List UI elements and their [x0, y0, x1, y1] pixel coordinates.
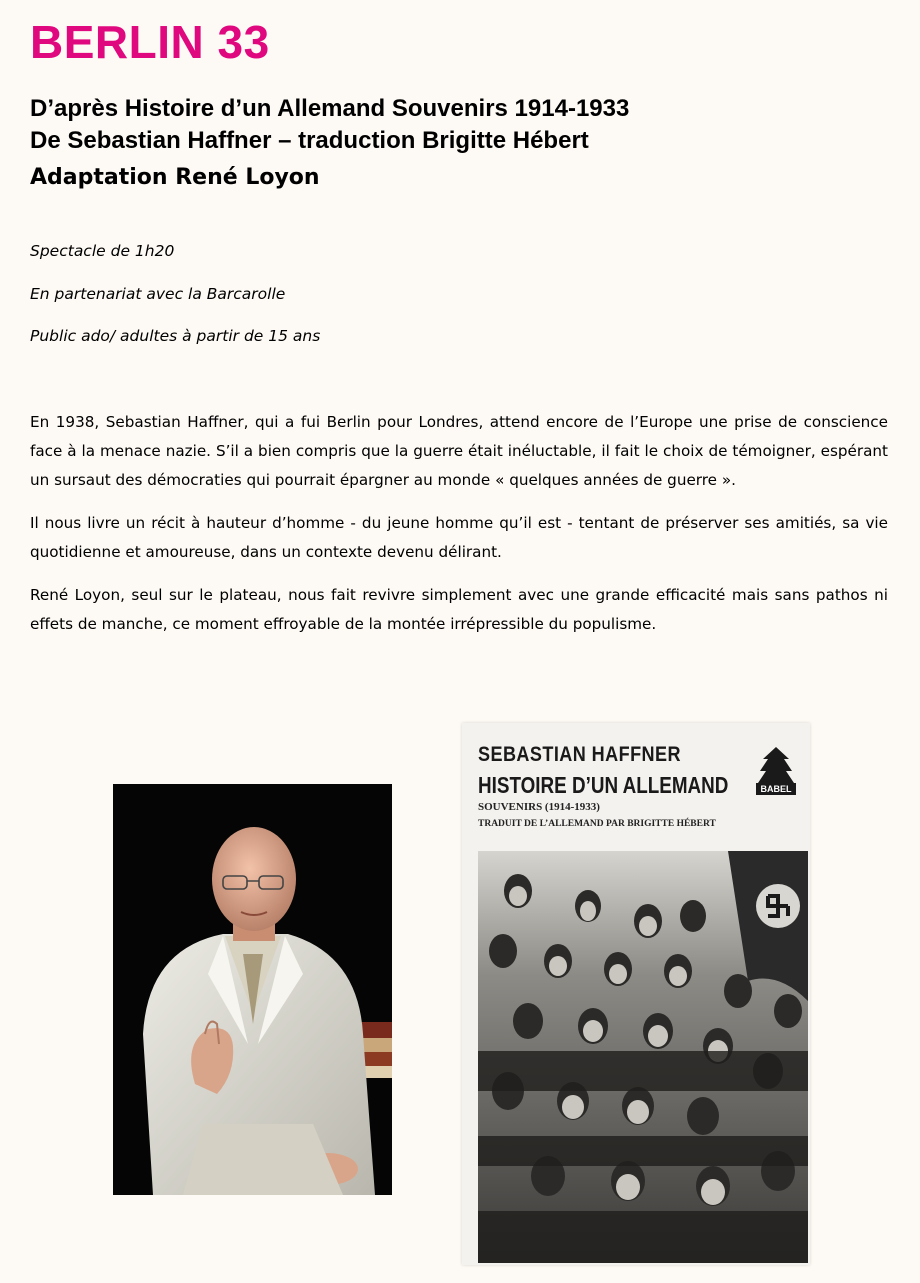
publisher-logo-text: BABEL: [756, 783, 796, 795]
book-subtitle: SOUVENIRS (1914-1933): [478, 801, 600, 813]
description: [30, 408, 888, 653]
actor-photo: [113, 784, 392, 1195]
subtitle-adaptation: Adaptation René Loyon: [30, 165, 320, 190]
show-partnership: En partenariat avec la Barcarolle: [30, 285, 286, 303]
show-audience: Public ado/ adultes à partir de 15 ans: [30, 327, 321, 345]
actor-illustration: [113, 784, 392, 1195]
description-paragraph: En 1938, Sebastian Haffner, qui a fui Berlin pour Londres, attend encore de l’Europe une prise de conscience face à la menace nazie. S’il a bien compris que la guerre était inéluctable, il fait le choix de témoigner, espérant un sursaut des démocraties qui pourrait épargner au monde « quelques années de guerre ».: [30, 413, 888, 489]
subtitle-source: D’après Histoire d’un Allemand Souvenirs 1914-1933: [30, 95, 630, 122]
book-cover: [462, 723, 810, 1265]
page-title: BERLIN 33: [30, 16, 270, 68]
book-translator: TRADUIT DE L’ALLEMAND PAR BRIGITTE HÉBERT: [478, 819, 716, 829]
subtitle-author-translator: De Sebastian Haffner – traduction Brigitte Hébert: [30, 127, 589, 154]
crowd-photo-illustration: [478, 851, 808, 1263]
description-paragraph: René Loyon, seul sur le plateau, nous fait revivre simplement avec une grande efficacité mais sans pathos ni effets de manche, ce moment effroyable de la montée irrépressible du populisme.: [30, 586, 888, 633]
book-author: SEBASTIAN HAFFNER: [478, 743, 681, 766]
book-title: HISTOIRE D’UN ALLEMAND: [478, 772, 729, 798]
description-paragraph: Il nous livre un récit à hauteur d’homme - du jeune homme qu’il est - tentant de préserver ses amitiés, sa vie quotidienne et amoureuse, dans un contexte devenu délirant.: [30, 514, 888, 561]
show-duration: Spectacle de 1h20: [30, 242, 175, 260]
book-cover-photo: [478, 851, 808, 1263]
